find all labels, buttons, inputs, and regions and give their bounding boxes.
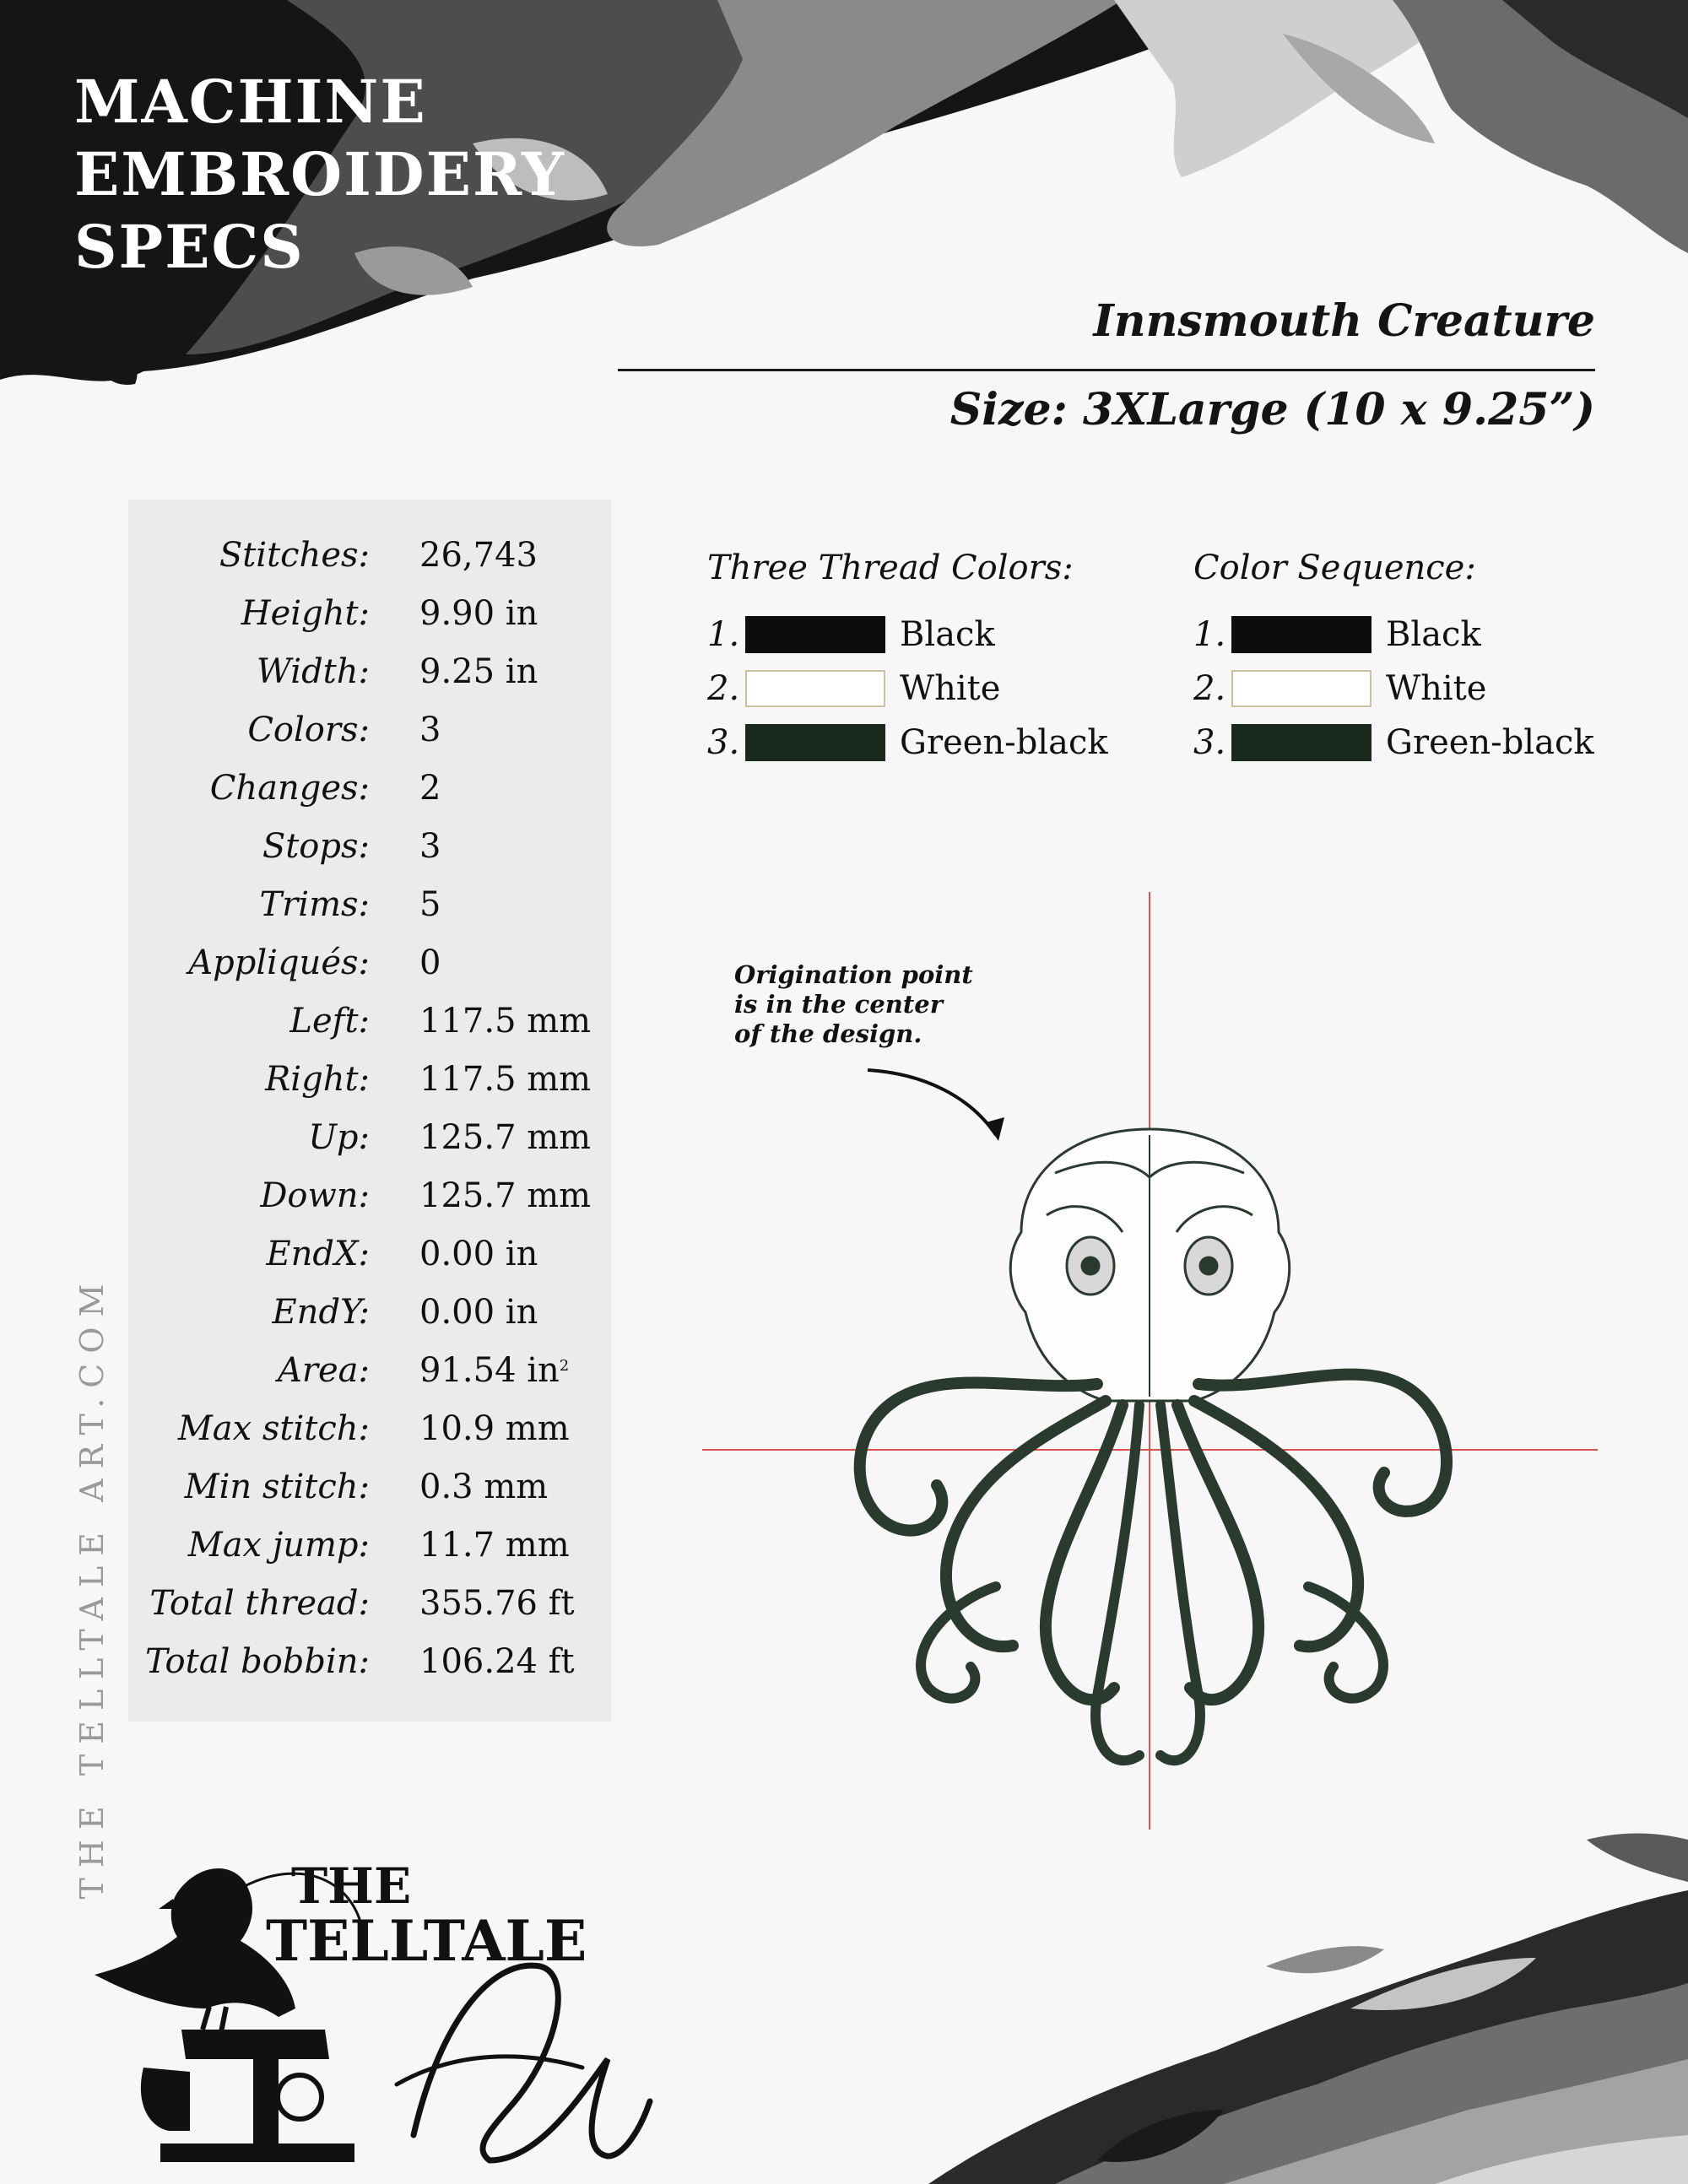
spec-label: EndY: (272, 1293, 370, 1332)
spec-value: 106.24 ft (419, 1642, 575, 1681)
spec-value: 5 (419, 885, 441, 924)
note-line-3: of the design. (734, 1019, 922, 1048)
spec-value: 10.9 mm (419, 1409, 570, 1448)
thread-name: Black (900, 615, 995, 654)
sequence-number: 3. (1193, 723, 1226, 762)
spec-value: 0 (419, 943, 441, 982)
sequence-number: 1. (1193, 615, 1226, 654)
website-vertical-text: THE TELLTALE ART.COM (73, 1273, 111, 1900)
spec-value: 0.00 in (419, 1235, 538, 1273)
spec-value-text: 91.54 in (419, 1351, 560, 1390)
superscript: 2 (559, 1357, 570, 1375)
spec-label: Height: (241, 594, 370, 633)
thread-number: 1. (707, 615, 740, 654)
sequence-number: 2. (1193, 669, 1226, 708)
spec-label: Trims: (259, 885, 370, 924)
note-line-1: Origination point (734, 960, 973, 989)
sequence-name: Black (1386, 615, 1481, 654)
spec-label: Total bobbin: (144, 1642, 370, 1681)
spec-value: 3 (419, 711, 441, 749)
thread-number: 3. (707, 723, 740, 762)
spec-value: 11.7 mm (419, 1526, 570, 1565)
spec-label: Left: (289, 1002, 370, 1041)
spec-label: Width: (256, 652, 370, 691)
spec-value: 355.76 ft (419, 1584, 575, 1623)
color-sequence-heading: Color Sequence: (1193, 549, 1476, 587)
note-line-2: is in the center (734, 990, 943, 1019)
spec-label: Right: (265, 1060, 370, 1099)
spec-label: Stitches: (219, 536, 370, 575)
thread-name: White (900, 669, 1001, 708)
spec-label: Total thread: (149, 1584, 370, 1623)
spec-value: 117.5 mm (419, 1060, 592, 1099)
spec-label: Max jump: (187, 1526, 370, 1565)
brand-telltale: TELLTALE (266, 1908, 587, 1974)
spec-value: 0.3 mm (419, 1468, 549, 1506)
spec-label: Up: (308, 1118, 370, 1157)
spec-value: 26,743 (419, 536, 538, 575)
thread-name: Green-black (900, 723, 1108, 762)
title-line-2: EMBROIDERY (74, 139, 565, 209)
thread-colors-heading: Three Thread Colors: (707, 549, 1074, 587)
sequence-name: White (1386, 669, 1487, 708)
brand-the: THE (291, 1857, 412, 1915)
sequence-name: Green-black (1386, 723, 1594, 762)
spec-value: 117.5 mm (419, 1002, 592, 1041)
spec-value: 125.7 mm (419, 1176, 592, 1215)
spec-label: Appliqués: (188, 943, 370, 982)
spec-label: Max stitch: (177, 1409, 370, 1448)
spec-value: 125.7 mm (419, 1118, 592, 1157)
design-size: Size: 3XLarge (10 x 9.25”) (950, 384, 1595, 435)
design-name: Innsmouth Creature (1093, 295, 1595, 347)
spec-label: Changes: (209, 769, 370, 808)
spec-value: 2 (419, 769, 441, 808)
spec-value: 9.25 in (419, 652, 538, 691)
title-line-3: SPECS (74, 212, 305, 282)
thread-number: 2. (707, 669, 740, 708)
spec-value: 3 (419, 827, 441, 866)
spec-label: Min stitch: (184, 1468, 370, 1506)
title-line-1: MACHINE (74, 67, 427, 137)
spec-label: EndX: (266, 1235, 370, 1273)
spec-value: 9.90 in (419, 594, 538, 633)
spec-label: Colors: (247, 711, 370, 749)
spec-label: Area: (277, 1351, 370, 1390)
spec-value: 0.00 in (419, 1293, 538, 1332)
spec-label: Stops: (262, 827, 370, 866)
spec-label: Down: (260, 1176, 370, 1215)
